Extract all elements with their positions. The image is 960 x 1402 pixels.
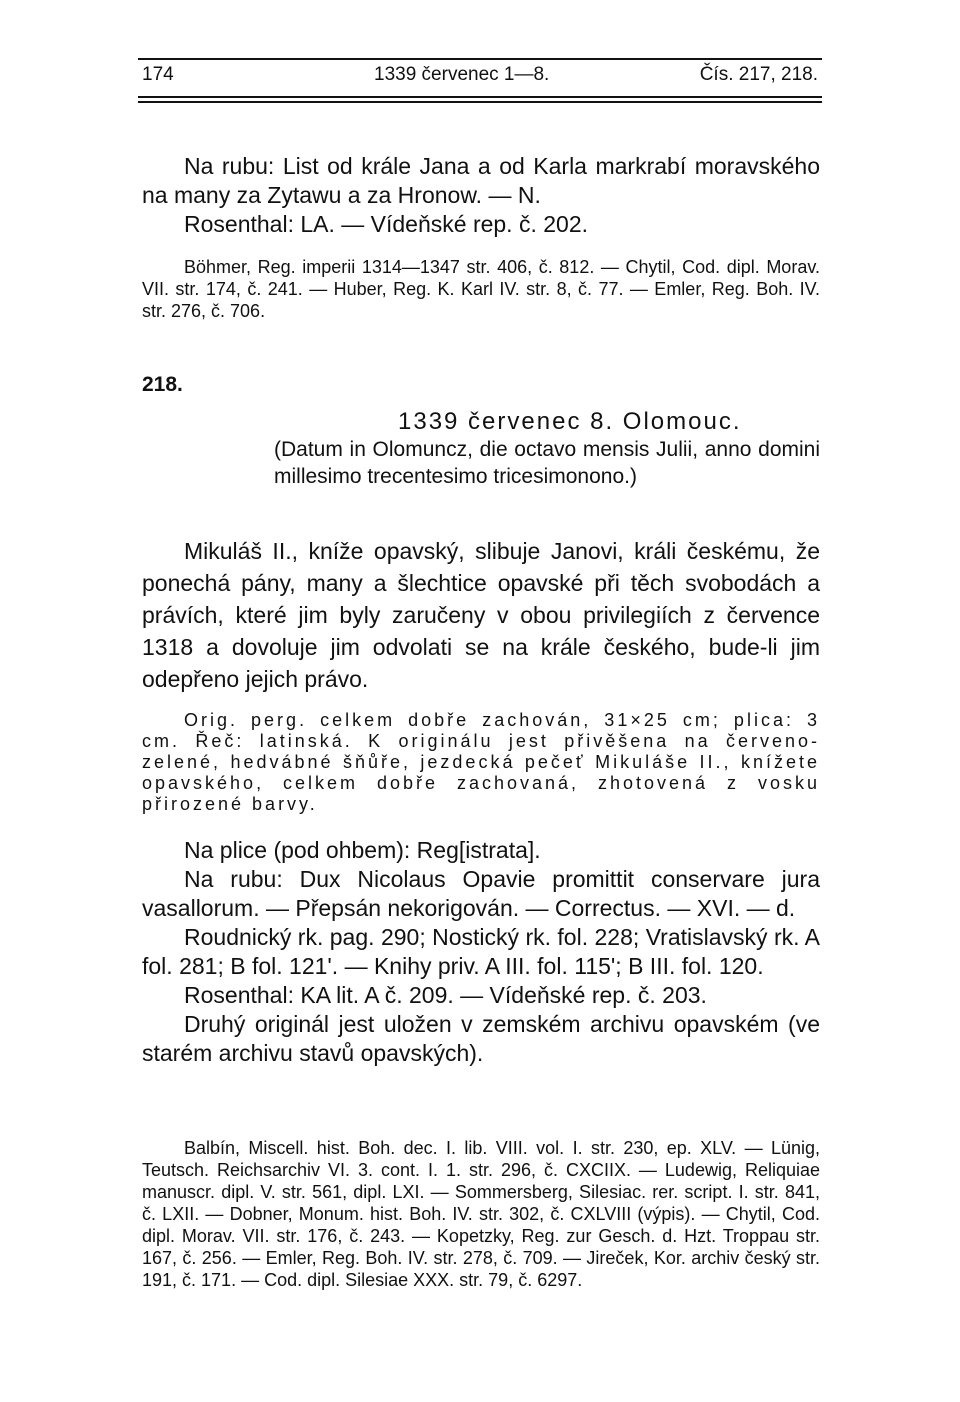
- prev-literature-text: Böhmer, Reg. imperii 1314—1347 str. 406, č. 812. — Chytil, Cod. dipl. Morav. VII. str. 174, č. 241. — Huber, Reg. K. Karl IV. str. 8, č. 77. — Emler, Reg. Boh. IV. str. 276, č. 706.: [142, 257, 820, 321]
- note-rosenthal: Rosenthal: KA lit. A č. 209. — Vídeňské rep. č. 203.: [184, 982, 707, 1008]
- entry-regest: [142, 535, 820, 695]
- prev-rosenthal-text: Rosenthal: LA. — Vídeňské rep. č. 202.: [184, 211, 589, 237]
- header-top-rule: [138, 58, 822, 60]
- entry-literature: [142, 1137, 820, 1291]
- entry-regest-text: Mikuláš II., kníže opavský, slibuje Janovi, králi českému, že ponechá pány, many a šlechtice opavské při těch svobodách a právích, které jim byly zaručeny v obou privilegiích z července 1318 a dovoluje jim odvolati se na krále českého, bude-li jim odepřeno jejich právo.: [142, 538, 820, 692]
- note-second-original: Druhý originál jest uložen v zemském archivu opavském (ve starém archivu stavů opavských).: [142, 1011, 820, 1066]
- entry-literature-text: Balbín, Miscell. hist. Boh. dec. I. lib. VIII. vol. I. str. 230, ep. XLV. — Lünig, Teutsch. Reichsarchiv VI. 3. cont. I. 1. str. 296, č. CXCIIX. — Ludewig, Reliquiae manuscr. dipl. V. str. 561, dipl. LXI. — Sommersberg, Silesiac. rer. script. I. str. 841, č. LXII. — Dobner, Monum. hist. Boh. IV. str. 302, č. CXLVIII (výpis). — Chytil, Cod. dipl. Morav. VII. str. 176, č. 243. — Kopetzky, Reg. zur Gesch. d. Hzt. Troppau str. 167, č. 256. — Emler, Reg. Boh. IV. str. 278, č. 709. — Jireček, Kor. archiv český str. 191, č. 171. — Cod. dipl. Silesiae XXX. str. 79, č. 6297.: [142, 1138, 820, 1290]
- header-rule-lower: [138, 101, 822, 103]
- note-plica: Na plice (pod ohbem): Reg[istrata].: [184, 837, 541, 863]
- prev-endorsement-text: Na rubu: List od krále Jana a od Karla markrabí moravského na many za Zytawu a za Hronow. — N.: [142, 153, 820, 208]
- note-copybooks: Roudnický rk. pag. 290; Nostický rk. fol. 228; Vratislavský rk. A fol. 281; B fol. 121'. — Knihy priv. A III. fol. 115'; B III. fol. 120.: [142, 924, 820, 979]
- running-header: [142, 64, 818, 94]
- entry-dateline: 1339 červenec 8. Olomouc.: [398, 408, 742, 435]
- running-heading: 1339 červenec 1—8.: [374, 64, 550, 85]
- header-rule-upper: [138, 96, 822, 98]
- prev-literature: [142, 256, 820, 322]
- note-endorsement: Na rubu: Dux Nicolaus Opavie promittit conservare jura vasallorum. — Přepsán nekorigován. — Correctus. — XVI. — d.: [142, 866, 820, 921]
- page-number: 174: [142, 64, 174, 85]
- charter-numbers: Čís. 217, 218.: [699, 64, 818, 85]
- entry-description: [142, 710, 820, 815]
- entry-datum-text: (Datum in Olomuncz, die octavo mensis Julii, anno domini millesimo trecentesimo tricesimonono.): [274, 438, 820, 488]
- entry-datum: [274, 436, 820, 490]
- entry-number: 218.: [142, 373, 183, 396]
- prev-endorsement: [142, 152, 820, 239]
- entry-notes: [142, 836, 820, 1068]
- entry-description-text: Orig. perg. celkem dobře zachován, 31×25 cm; plica: 3 cm. Řeč: latinská. K originálu jest přivěšena na červeno-zelené, hedvábné šňůře, jezdecká pečeť Mikuláše II., knížete opavského, celkem dobře zachovaná, zhotovená z vosku přirozené barvy.: [142, 710, 820, 814]
